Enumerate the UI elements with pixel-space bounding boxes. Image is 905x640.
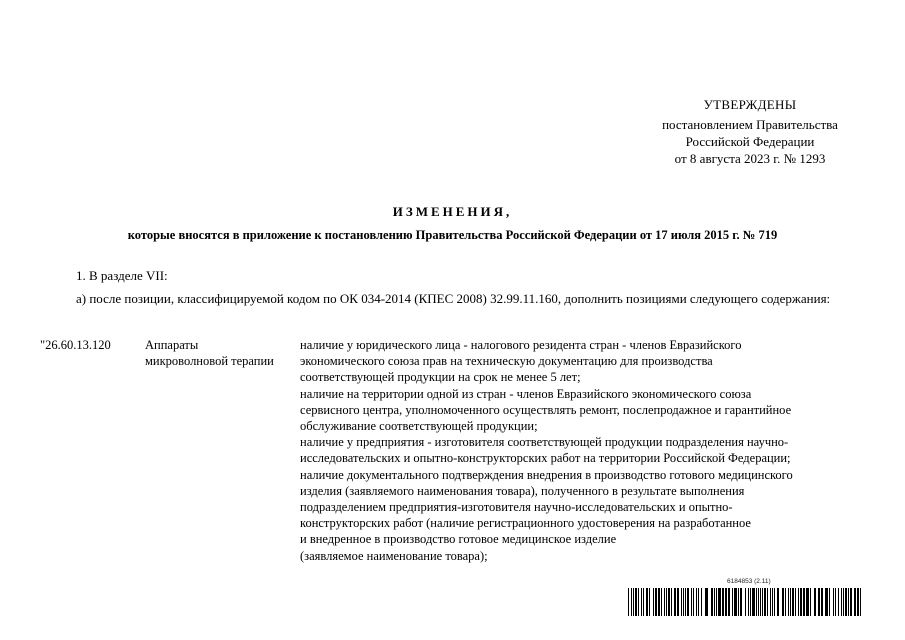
barcode-bar bbox=[825, 588, 828, 616]
requirement-line: наличие у юридического лица - налогового резидента стран - членов Евразийского bbox=[300, 338, 742, 352]
barcode-bar bbox=[628, 588, 629, 616]
barcode-bar bbox=[685, 588, 686, 616]
barcode-bar bbox=[671, 588, 672, 616]
barcode-bar bbox=[668, 588, 670, 616]
position-requirements bbox=[300, 337, 860, 564]
barcode-bar bbox=[818, 588, 820, 616]
barcode-bar bbox=[664, 588, 665, 616]
barcode-bar bbox=[821, 588, 823, 616]
requirement-line: подразделением предприятия-изготовителя научно-исследовательских и опытно- bbox=[300, 500, 733, 515]
barcode-bar bbox=[772, 588, 773, 616]
document-title: ИЗМЕНЕНИЯ, bbox=[392, 204, 513, 219]
barcode-bar bbox=[833, 588, 834, 616]
barcode-bar bbox=[711, 588, 713, 616]
barcode-bar bbox=[714, 588, 715, 616]
approval-line-1: постановлением Правительства bbox=[662, 117, 838, 132]
position-name bbox=[145, 337, 295, 369]
barcode-bar bbox=[666, 588, 667, 616]
barcode-bar bbox=[752, 588, 755, 616]
barcode-bar bbox=[750, 588, 751, 616]
barcode-bar bbox=[756, 588, 757, 616]
position-code: "26.60.13.120 bbox=[40, 338, 111, 352]
barcode-bar bbox=[850, 588, 852, 616]
barcode-bar bbox=[835, 588, 836, 616]
barcode-bar bbox=[646, 588, 648, 616]
barcode-bar bbox=[649, 588, 650, 616]
barcode-bar bbox=[633, 588, 634, 616]
barcode-bar bbox=[725, 588, 727, 616]
barcode-bar bbox=[728, 588, 730, 616]
barcode-bar bbox=[718, 588, 721, 616]
barcode-image bbox=[628, 588, 863, 616]
requirement-line: наличие на территории одной из стран - членов Евразийского экономического союза bbox=[300, 386, 752, 401]
barcode-bar bbox=[705, 588, 708, 616]
barcode-bar bbox=[734, 588, 737, 616]
barcode-bar bbox=[762, 588, 763, 616]
requirement-line: соответствующей продукции на срок не менее 5 лет; bbox=[300, 370, 581, 385]
barcode-bar bbox=[803, 588, 805, 616]
barcode-bar bbox=[782, 588, 784, 616]
barcode-bar bbox=[829, 588, 830, 616]
barcode-bar bbox=[770, 588, 771, 616]
requirement-line: исследовательских и опытно-конструкторских работ на территории Российской Федерации; bbox=[300, 451, 791, 466]
barcode-bar bbox=[795, 588, 796, 616]
barcode-bar bbox=[748, 588, 749, 616]
barcode-bar bbox=[631, 588, 632, 616]
position-name-line: микроволновой терапии bbox=[145, 354, 274, 369]
requirement-line: обслуживание соответствующей продукции; bbox=[300, 419, 538, 434]
barcode-bar bbox=[810, 588, 811, 616]
barcode-bar bbox=[681, 588, 682, 616]
barcode-bar bbox=[774, 588, 775, 616]
barcode-bar bbox=[857, 588, 859, 616]
barcode-bar bbox=[800, 588, 802, 616]
barcode-bar bbox=[806, 588, 809, 616]
barcode-bar bbox=[722, 588, 724, 616]
barcode-bar bbox=[848, 588, 849, 616]
barcode-bar bbox=[691, 588, 692, 616]
approval-block bbox=[640, 96, 860, 167]
barcode-bar bbox=[638, 588, 639, 616]
barcode-bar bbox=[655, 588, 657, 616]
approval-line-3: от 8 августа 2023 г. № 1293 bbox=[674, 151, 826, 166]
barcode-bar bbox=[777, 588, 779, 616]
barcode-bar bbox=[841, 588, 842, 616]
approval-line-2: Российской Федерации bbox=[685, 134, 815, 149]
barcode-bar bbox=[758, 588, 759, 616]
barcode-label: 6184853 (2.11) bbox=[727, 578, 771, 585]
barcode-bar bbox=[814, 588, 816, 616]
requirement-line: наличие у предприятия - изготовителя соответствующей продукции подразделения научно- bbox=[300, 435, 789, 450]
barcode-bar bbox=[792, 588, 794, 616]
barcode-bar bbox=[716, 588, 717, 616]
requirement-line: (заявляемое наименование товара); bbox=[300, 548, 488, 563]
barcode-bar bbox=[740, 588, 742, 616]
barcode-bar bbox=[738, 588, 739, 616]
approval-heading: УТВЕРЖДЕНЫ bbox=[703, 97, 797, 112]
requirement-line: конструкторских работ (наличие регистрационного удостоверения на разработанное bbox=[300, 516, 751, 531]
paragraph-section: 1. В разделе VII: bbox=[76, 268, 168, 283]
requirement-line: и внедренное в производство готовое медицинское изделие bbox=[300, 532, 617, 547]
barcode-bar bbox=[701, 588, 702, 616]
barcode-bar bbox=[767, 588, 768, 616]
barcode-bar bbox=[661, 588, 662, 616]
barcode-bar bbox=[658, 588, 660, 616]
barcode-bar bbox=[745, 588, 746, 616]
barcode-bar bbox=[635, 588, 637, 616]
barcode-bar bbox=[798, 588, 799, 616]
barcode-bar bbox=[785, 588, 786, 616]
requirement-line: сервисного центра, уполномоченного осуществлять ремонт, послепродажное и гарантийное bbox=[300, 402, 792, 417]
barcode-bar bbox=[843, 588, 844, 616]
barcode-bar bbox=[687, 588, 689, 616]
barcode-bar bbox=[760, 588, 761, 616]
requirement-line: изделия (заявляемого наименования товара), полученного в результате выполнения bbox=[300, 483, 745, 498]
barcode-bar bbox=[683, 588, 684, 616]
barcode-bar bbox=[860, 588, 861, 616]
paragraph-instruction: а) после позиции, классифицируемой кодом по ОК 034-2014 (КПЕС 2008) 32.99.11.160, дополнить позициями следующего содержания: bbox=[76, 291, 831, 306]
barcode-bar bbox=[854, 588, 856, 616]
barcode-bar bbox=[698, 588, 699, 616]
barcode-bar bbox=[643, 588, 644, 616]
barcode-bar bbox=[677, 588, 679, 616]
barcode-bar bbox=[641, 588, 642, 616]
barcode-bar bbox=[790, 588, 791, 616]
barcode-bar bbox=[674, 588, 676, 616]
barcode-bar bbox=[732, 588, 733, 616]
barcode-bar bbox=[788, 588, 789, 616]
requirement-line: экономического союза прав на техническую документацию для производства bbox=[300, 354, 713, 369]
barcode-bar bbox=[693, 588, 694, 616]
document-subtitle: которые вносятся в приложение к постановлению Правительства Российской Федерации от 17 июля 2015 г. № 719 bbox=[127, 228, 778, 242]
requirement-line: наличие документального подтверждения внедрения в производство готового медицинского bbox=[300, 467, 793, 482]
position-name-line: Аппараты bbox=[145, 338, 199, 352]
barcode-bar bbox=[696, 588, 697, 616]
barcode-bar bbox=[845, 588, 847, 616]
barcode-bar bbox=[764, 588, 766, 616]
barcode-bar bbox=[653, 588, 654, 616]
barcode-bar bbox=[838, 588, 839, 616]
